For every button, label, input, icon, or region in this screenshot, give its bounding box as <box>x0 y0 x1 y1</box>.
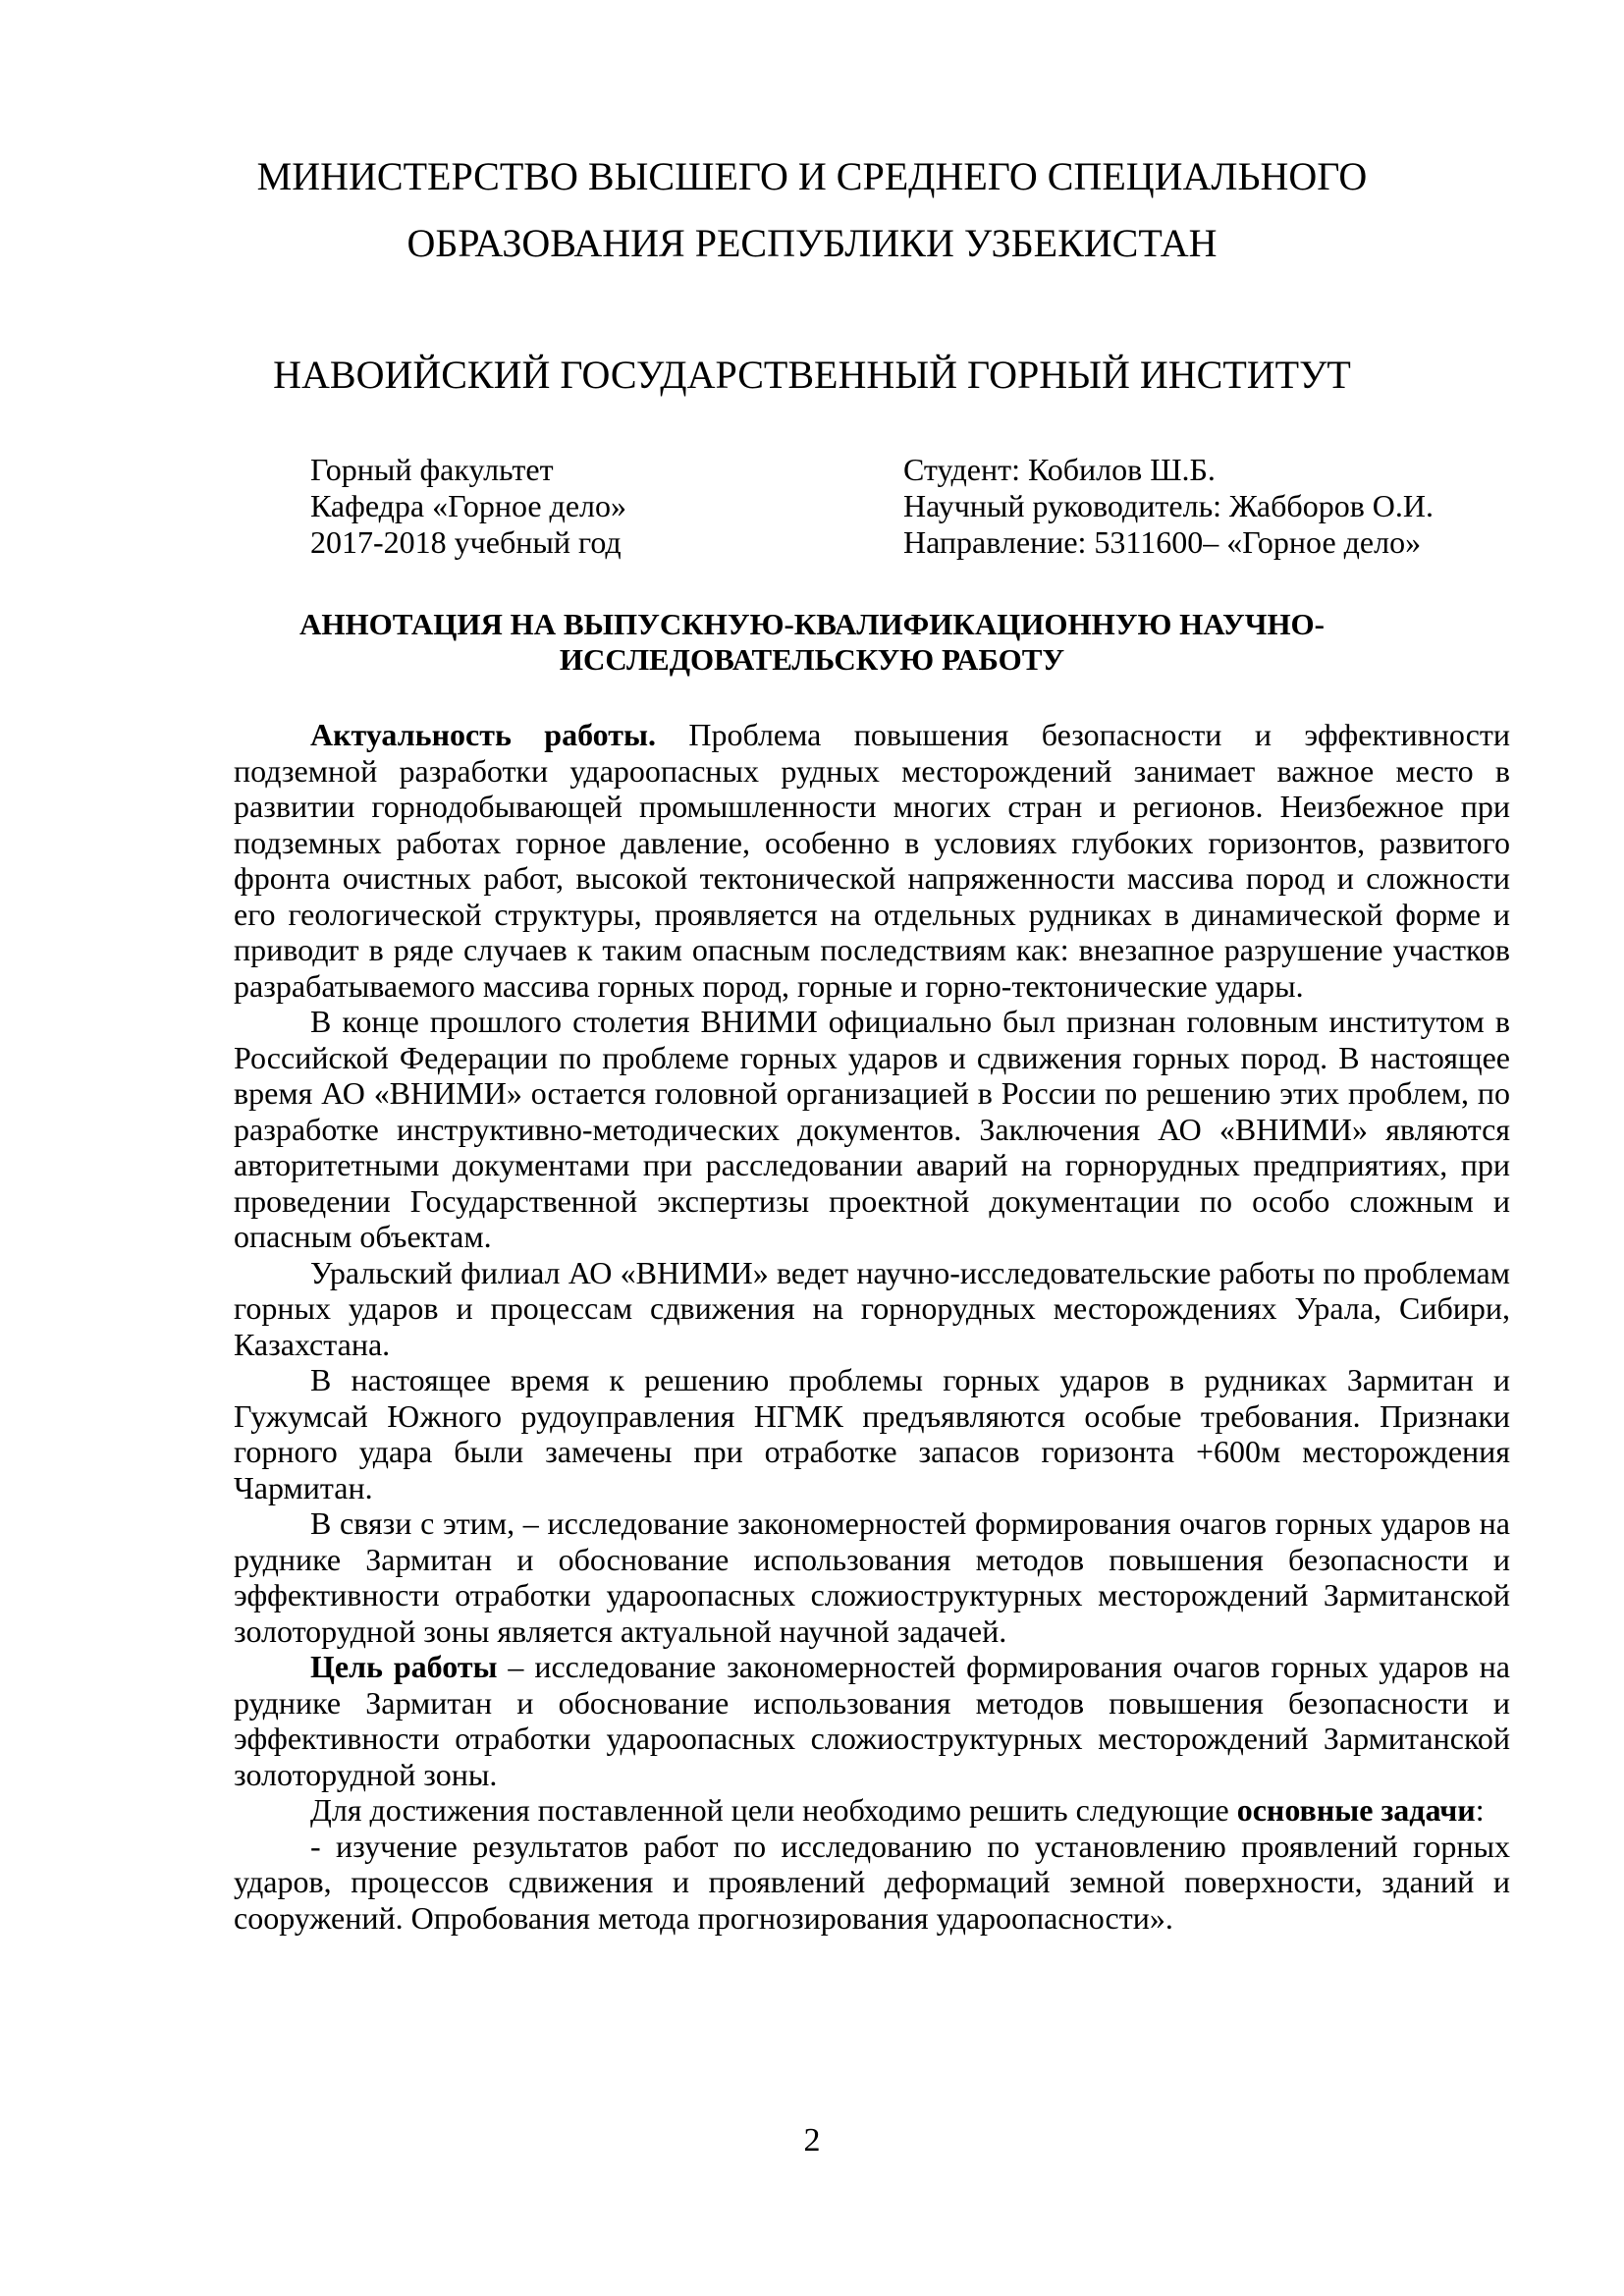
student-info <box>903 452 1434 561</box>
goal-heading: Цель работы <box>310 1649 498 1684</box>
paragraph-research-task: В связи с этим, – исследование закономерностей формирования очагов горных ударов на руднике Зармитан и обоснование использования методов повышения безопасности и эффективности отработки удароопасных сложиоструктурных месторождений Зармитанской золоторудной зоны является актуальной научной задачей. <box>234 1505 1510 1649</box>
department-label: Кафедра «Горное дело» <box>310 488 626 523</box>
main-tasks-heading: основные задачи <box>1236 1792 1476 1828</box>
supervisor-label: Научный руководитель: Жабборов О.И. <box>903 488 1435 523</box>
paragraph-tasks-intro <box>234 1792 1510 1829</box>
faculty-info <box>310 452 626 561</box>
direction-label: Направление: 5311600– «Горное дело» <box>903 524 1422 560</box>
relevance-text: Проблема повышения безопасности и эффективности подземной разработки удароопасных рудных месторождений занимает важное место в развитии горнодобывающей промышленности многих стран и регионов. Неизбежное при подземных работах горное давление, особенно в условиях глубоких горизонтов, развитого фронта очистных работ, высокой тектонической напряженности массива пород и сложности его геологической структуры, проявляется на отдельных рудниках в динамической форме и приводит в ряде случаев к таким опасным последствиям как: внезапное разрушение участков разрабатываемого массива горных пород, горные и горно-тектонические удары. <box>234 717 1510 1004</box>
faculty-label: Горный факультет <box>310 452 554 487</box>
paragraph-vnimi: В конце прошлого столетия ВНИМИ официально был признан головным институтом в Российской Федерации по проблеме горных ударов и сдвижения горных пород. В настоящее время АО «ВНИМИ» остается головной организацией в России по решению этих проблем, по разработке инструктивно-методических документов. Заключения АО «ВНИМИ» являются авторитетными документами при расследовании аварий на горнорудных предприятиях, при проведении Государственной экспертизы проектной документации по особо сложным и опасным объектам. <box>234 1004 1510 1254</box>
paragraph-ural-branch: Уральский филиал АО «ВНИМИ» ведет научно-исследовательские работы по проблемам горных ударов и процессам сдвижения на горнорудных месторождениях Урала, Сибири, Казахстана. <box>234 1254 1510 1362</box>
relevance-heading: Актуальность работы. <box>310 717 656 752</box>
student-label: Студент: Кобилов Ш.Б. <box>903 452 1216 487</box>
tasks-colon: : <box>1475 1792 1485 1828</box>
annotation-title-line-2: ИССЛЕДОВАТЕЛЬСКУЮ РАБОТУ <box>559 642 1065 677</box>
annotation-title-line-1: АННОТАЦИЯ НА ВЫПУСКНУЮ-КВАЛИФИКАЦИОННУЮ НАУЧНО- <box>299 607 1325 641</box>
paragraph-relevance <box>234 717 1510 1004</box>
paragraph-goal <box>234 1649 1510 1792</box>
academic-year-label: 2017-2018 учебный год <box>310 524 622 560</box>
annotation-body <box>234 717 1510 1936</box>
goal-text: – исследование закономерностей формирования очагов горных ударов на руднике Зармитан и обоснование использования методов повышения безопасности и эффективности отработки удароопасных сложиоструктурных месторождений Зармитанской золоторудной зоны. <box>234 1649 1511 1792</box>
tasks-intro-text: Для достижения поставленной цели необходимо решить следующие <box>310 1792 1237 1828</box>
paragraph-current-requirements: В настоящее время к решению проблемы горных ударов в рудниках Зармитан и Гужумсай Южного рудоуправления НГМК предъявляются особые требования. Признаки горного удара были замечены при отработке запасов горизонта +600м месторождения Чармитан. <box>234 1362 1510 1505</box>
page-number: 2 <box>803 2122 821 2159</box>
institute-heading: НАВОИЙСКИЙ ГОСУДАРСТВЕННЫЙ ГОРНЫЙ ИНСТИТУТ <box>273 353 1351 397</box>
paragraph-task-1: - изучение результатов работ по исследованию по установлению проявлений горных ударов, процессов сдвижения и проявлений деформаций земной поверхности, зданий и сооружений. Опробования метода прогнозирования удароопасности». <box>234 1828 1510 1936</box>
ministry-heading-line-2: ОБРАЗОВАНИЯ РЕСПУБЛИКИ УЗБЕКИСТАН <box>406 221 1218 265</box>
ministry-heading-line-1: МИНИСТЕРСТВО ВЫСШЕГО И СРЕДНЕГО СПЕЦИАЛЬНОГО <box>256 154 1368 198</box>
